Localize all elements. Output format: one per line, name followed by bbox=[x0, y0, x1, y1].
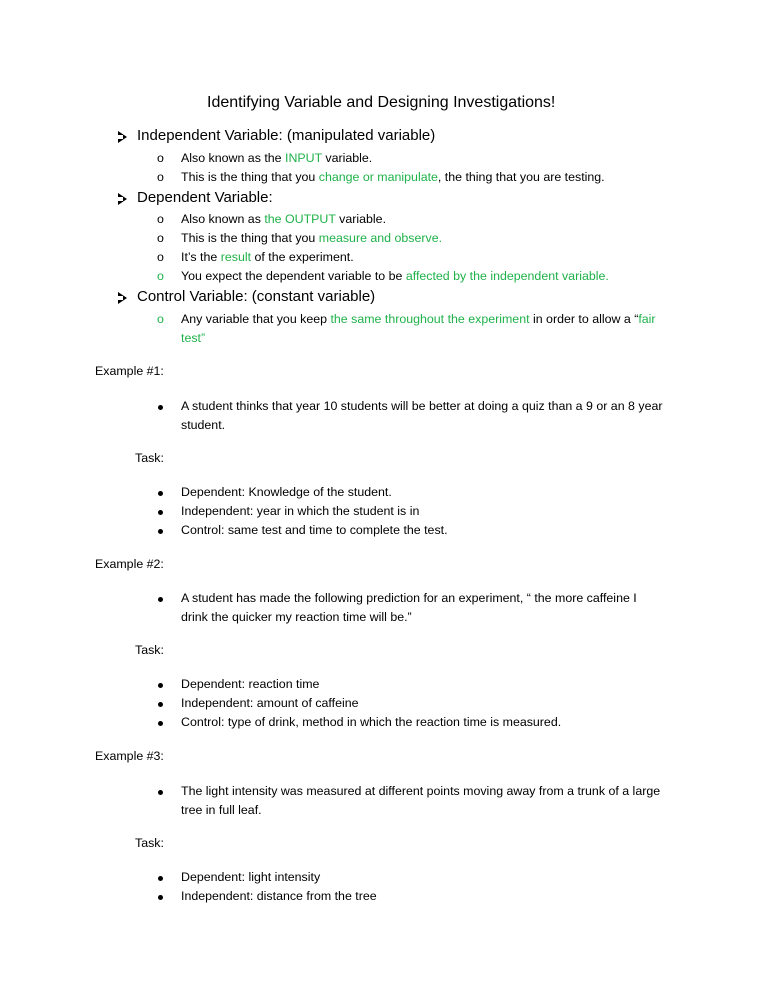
circle-bullet-icon: o bbox=[157, 170, 164, 184]
bullet-icon bbox=[158, 405, 163, 410]
circle-bullet-icon: o bbox=[157, 250, 164, 264]
example-2-item-1: Dependent: reaction time bbox=[181, 677, 320, 691]
arrow-bullet-icon bbox=[118, 193, 127, 205]
example-3-scenario-line-2: tree in full leaf. bbox=[181, 803, 262, 817]
example-2-task-label: Task: bbox=[135, 643, 164, 657]
dependent-bullet-4: You expect the dependent variable to be affected by the independent variable. bbox=[181, 269, 609, 283]
example-1-task-label: Task: bbox=[135, 451, 164, 465]
control-bullet-1-line2: test” bbox=[181, 331, 206, 345]
dependent-heading: Dependent Variable: bbox=[137, 189, 273, 206]
bullet-icon bbox=[158, 529, 163, 534]
example-1-label: Example #1: bbox=[95, 364, 164, 378]
bullet-icon bbox=[158, 597, 163, 602]
example-3-scenario-line-1: The light intensity was measured at different points moving away from a trunk of a large bbox=[181, 784, 661, 798]
circle-bullet-icon: o bbox=[157, 231, 164, 245]
independent-heading: Independent Variable: (manipulated variable) bbox=[137, 127, 436, 144]
arrow-bullet-icon bbox=[118, 292, 127, 304]
bullet-icon bbox=[158, 683, 163, 688]
example-3-item-2: Independent: distance from the tree bbox=[181, 889, 377, 903]
dependent-bullet-3: It’s the result of the experiment. bbox=[181, 250, 354, 264]
example-1-item-3: Control: same test and time to complete the test. bbox=[181, 523, 448, 537]
example-2-item-3: Control: type of drink, method in which the reaction time is measured. bbox=[181, 715, 562, 729]
example-1-scenario-line-2: student. bbox=[181, 418, 226, 432]
page-title: Identifying Variable and Designing Investigations! bbox=[207, 94, 556, 111]
example-2-scenario-line-2: drink the quicker my reaction time will be.” bbox=[181, 610, 412, 624]
circle-bullet-icon: o bbox=[157, 312, 164, 326]
bullet-icon bbox=[158, 702, 163, 707]
example-2-item-2: Independent: amount of caffeine bbox=[181, 696, 359, 710]
independent-bullet-2: This is the thing that you change or manipulate, the thing that you are testing. bbox=[181, 170, 605, 184]
bullet-icon bbox=[158, 510, 163, 515]
example-1-item-1: Dependent: Knowledge of the student. bbox=[181, 485, 392, 499]
bullet-icon bbox=[158, 895, 163, 900]
control-heading: Control Variable: (constant variable) bbox=[137, 288, 376, 305]
example-3-task-label: Task: bbox=[135, 836, 164, 850]
example-2-scenario-line-1: A student has made the following prediction for an experiment, “ the more caffeine I bbox=[181, 591, 637, 605]
independent-bullet-1: Also known as the INPUT variable. bbox=[181, 151, 373, 165]
example-1-item-2: Independent: year in which the student is in bbox=[181, 504, 420, 518]
control-bullet-1: Any variable that you keep the same throughout the experiment in order to allow a “fair bbox=[181, 312, 656, 326]
dependent-bullet-2: This is the thing that you measure and observe. bbox=[181, 231, 443, 245]
bullet-icon bbox=[158, 790, 163, 795]
bullet-icon bbox=[158, 491, 163, 496]
bullet-icon bbox=[158, 721, 163, 726]
example-3-item-1: Dependent: light intensity bbox=[181, 870, 321, 884]
circle-bullet-icon: o bbox=[157, 269, 164, 283]
example-2-label: Example #2: bbox=[95, 557, 164, 571]
bullet-icon bbox=[158, 876, 163, 881]
example-3-label: Example #3: bbox=[95, 749, 164, 763]
example-1-scenario-line-1: A student thinks that year 10 students will be better at doing a quiz than a 9 or an 8 year bbox=[181, 399, 663, 413]
dependent-bullet-1: Also known as the OUTPUT variable. bbox=[181, 212, 387, 226]
circle-bullet-icon: o bbox=[157, 212, 164, 226]
arrow-bullet-icon bbox=[118, 131, 127, 143]
circle-bullet-icon: o bbox=[157, 151, 164, 165]
